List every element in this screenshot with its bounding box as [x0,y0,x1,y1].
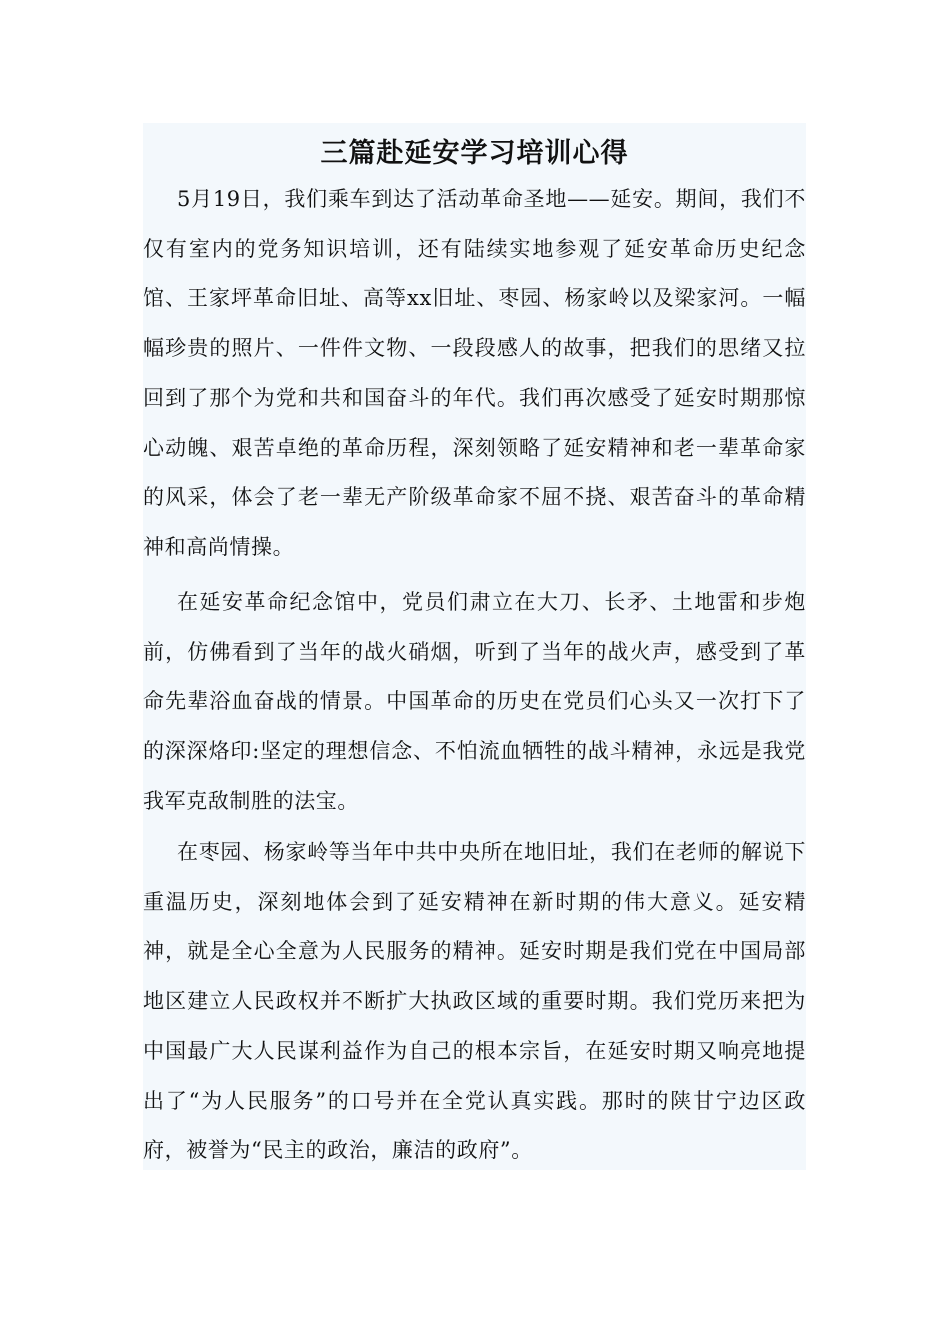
paragraph-3: 在枣园、杨家岭等当年中共中央所在地旧址，我们在老师的解说下重温历史，深刻地体会到了延安精神在新时期的伟大意义。延安精神，就是全心全意为人民服务的精神。延安时期是我们党在中国局部地区建立人民政权并不断扩大执政区域的重要时期。我们党历来把为中国最广大人民谋利益作为自己的根本宗旨，在延安时期又响亮地提出了“为人民服务”的口号并在全党认真实践。那时的陕甘宁边区政府，被誉为“民主的政治，廉洁的政府”。 [143,840,806,1163]
document-title: 三篇赴延安学习培训心得 [320,138,629,169]
paragraph-1: 5月19日，我们乘车到达了活动革命圣地——延安。期间，我们不仅有室内的党务知识培训，还有陆续实地参观了延安革命历史纪念馆、王家坪革命旧址、高等xx旧址、枣园、杨家岭以及梁家河。一幅幅珍贵的照片、一件件文物、一段段感人的故事，把我们的思绪又拉回到了那个为党和共和国奋斗的年代。我们再次感受了延安时期那惊心动魄、艰苦卓绝的革命历程，深刻领略了延安精神和老一辈革命家的风采，体会了老一辈无产阶级革命家不屈不挠、艰苦奋斗的革命精神和高尚情操。 [143,187,806,559]
paragraph-2: 在延安革命纪念馆中，党员们肃立在大刀、长矛、土地雷和步炮前，仿佛看到了当年的战火硝烟，听到了当年的战火声，感受到了革命先辈浴血奋战的情景。中国革命的历史在党员们心头又一次打下了的深深烙印:坚定的理想信念、不怕流血牺牲的战斗精神，永远是我党我军克敌制胜的法宝。 [143,590,806,813]
document-content [143,123,806,1170]
